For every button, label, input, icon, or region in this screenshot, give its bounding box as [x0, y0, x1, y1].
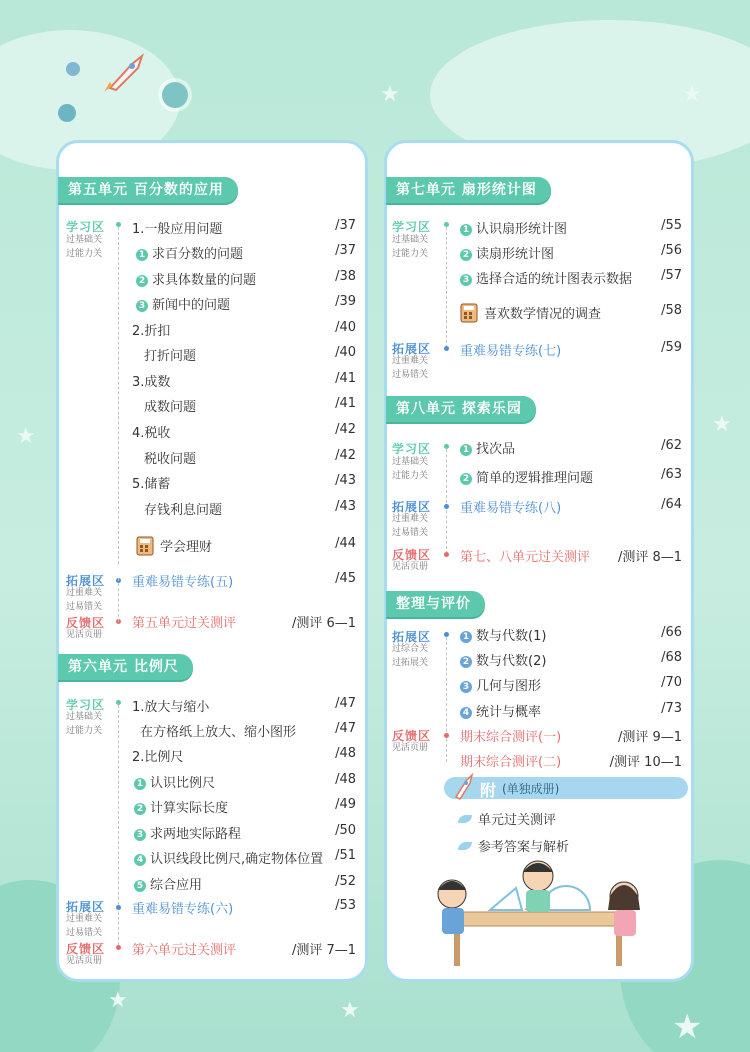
toc-entry[interactable]: [132, 473, 170, 492]
unit7-title: 第七单元 扇形统计图: [386, 177, 551, 203]
unit8-extend-link[interactable]: 重难易错专练(八): [460, 501, 562, 516]
star-icon: ★: [712, 412, 732, 437]
toc-entry[interactable]: [460, 650, 546, 669]
zone-feedback-sub: 见活页册: [66, 630, 103, 640]
star-icon: ★: [682, 82, 702, 107]
toc-entry-label: 认识比例尺: [150, 776, 216, 791]
toc-entry-label: 几何与图形: [476, 679, 542, 694]
number-badge-icon: 4: [134, 854, 146, 866]
toc-entry-label: 找次品: [476, 442, 516, 457]
toc-entry-label: 认识扇形统计图: [476, 222, 568, 237]
page-number: /73: [661, 701, 682, 716]
exam2-link[interactable]: 期末综合测评(二): [460, 755, 562, 770]
toc-entry[interactable]: [460, 625, 546, 644]
zone-dot: [116, 945, 121, 950]
page-number: /52: [335, 874, 356, 889]
toc-entry[interactable]: [132, 371, 170, 390]
zone-dot: [444, 552, 449, 557]
page-number: /51: [335, 848, 356, 863]
calculator-icon: [460, 303, 478, 323]
toc-entry[interactable]: [132, 218, 222, 237]
children-illustration: [430, 858, 660, 970]
toc-entry[interactable]: [134, 797, 228, 816]
divider-line: [118, 578, 119, 622]
toc-entry-label: 5.储蓄: [132, 477, 171, 492]
toc-entry-label: 求百分数的问题: [152, 247, 244, 262]
number-badge-icon: 1: [460, 224, 472, 236]
page-number: /70: [661, 675, 682, 690]
toc-entry-label: 认识线段比例尺,确定物体位置: [150, 852, 324, 867]
unit5-feedback-link[interactable]: 第五单元过关测评: [132, 616, 237, 631]
toc-entry-label: 成数问题: [144, 400, 197, 415]
toc-entry[interactable]: [132, 320, 170, 339]
toc-entry[interactable]: [460, 218, 567, 237]
planet-icon: [58, 104, 76, 122]
number-badge-icon: 2: [460, 473, 472, 485]
toc-entry-label: 存钱利息问题: [144, 503, 223, 518]
page-number: /56: [661, 243, 682, 258]
leaf-icon: [458, 842, 472, 850]
toc-entry[interactable]: [136, 536, 212, 556]
exam1-link[interactable]: 期末综合测评(一): [460, 730, 562, 745]
page-number: /测评 6—1: [291, 616, 356, 631]
zone-feedback-label: 反馈区: [66, 616, 106, 630]
toc-entry-label: 计算实际长度: [150, 801, 229, 816]
toc-entry-label: 4.税收: [132, 426, 171, 441]
divider-line: [118, 222, 119, 564]
toc-entry[interactable]: [460, 268, 632, 287]
number-badge-icon: 2: [136, 275, 148, 287]
toc-entry-label: 3.成数: [132, 375, 171, 390]
number-badge-icon: 1: [460, 444, 472, 456]
unit8-feedback-link[interactable]: 第七、八单元过关测评: [460, 550, 591, 565]
toc-entry[interactable]: [144, 396, 196, 415]
page-number: /55: [661, 218, 682, 233]
unit7-extend-link[interactable]: 重难易错专练(七): [460, 344, 562, 359]
page-number: /42: [335, 448, 356, 463]
appendix-title: 附: [480, 781, 497, 800]
zone-dot: [444, 632, 449, 637]
toc-entry-label: 1.放大与缩小: [132, 700, 210, 715]
rocket-icon: [450, 773, 474, 801]
zone-extend-label: 拓展区: [66, 900, 106, 914]
toc-entry[interactable]: [460, 675, 541, 694]
toc-entry-label: 简单的逻辑推理问题: [476, 471, 594, 486]
toc-entry-label: 1.一般应用问题: [132, 222, 223, 237]
toc-entry-label: 求两地实际路程: [150, 827, 242, 842]
divider-line: [446, 632, 447, 762]
zone-study-label: 学习区: [392, 442, 432, 456]
review-title: 整理与评价: [386, 591, 485, 617]
page-number: /测评 10—1: [609, 755, 682, 770]
appendix-note: (单独成册): [502, 782, 560, 796]
page-number: /37: [335, 243, 356, 258]
zone-extend-sub: 过重难关 过易错关: [392, 514, 429, 538]
zone-extend-label: 拓展区: [392, 500, 432, 514]
number-badge-icon: 1: [136, 249, 148, 261]
toc-entry[interactable]: [132, 746, 183, 765]
toc-entry-label: 学会理财: [160, 540, 213, 555]
unit8-title: 第八单元 探索乐园: [386, 396, 536, 422]
page-number: /45: [335, 571, 356, 586]
appendix-banner: [444, 777, 688, 799]
toc-entry[interactable]: [136, 269, 256, 288]
page-number: /53: [335, 898, 356, 913]
planet-icon: [66, 62, 80, 76]
page-number: /50: [335, 823, 356, 838]
page-number: /37: [335, 218, 356, 233]
toc-entry-label: 打折问题: [144, 349, 197, 364]
page-number: /49: [335, 797, 356, 812]
page-number: /44: [335, 536, 356, 551]
planet-icon: [162, 82, 188, 108]
unit6-feedback-link[interactable]: 第六单元过关测评: [132, 943, 237, 958]
toc-entry[interactable]: [134, 848, 323, 867]
page-number: /47: [335, 696, 356, 711]
zone-study-label: 学习区: [392, 220, 432, 234]
unit6-title: 第六单元 比例尺: [58, 654, 193, 680]
number-badge-icon: 2: [460, 656, 472, 668]
zone-dot: [444, 222, 449, 227]
calculator-icon: [136, 536, 154, 556]
toc-entry[interactable]: [134, 823, 241, 842]
toc-entry-label: 综合应用: [150, 878, 203, 893]
toc-entry[interactable]: [134, 874, 202, 893]
zone-study-sub: 过基础关 过能力关: [392, 235, 429, 259]
page-number: /38: [335, 269, 356, 284]
star-icon: ★: [672, 1007, 703, 1047]
toc-entry-label: 新闻中的问题: [152, 298, 231, 313]
page-number: /43: [335, 473, 356, 488]
zone-study-sub: 过基础关 过能力关: [66, 235, 103, 259]
zone-dot: [116, 700, 121, 705]
number-badge-icon: 3: [136, 300, 148, 312]
page-number: /64: [661, 497, 682, 512]
zone-study-sub: 过基础关 过能力关: [392, 457, 429, 481]
divider-line: [446, 222, 447, 348]
zone-extend-label: 拓展区: [66, 574, 106, 588]
zone-feedback-sub: 见活页册: [392, 743, 429, 753]
zone-dot: [444, 733, 449, 738]
star-icon: ★: [340, 998, 360, 1023]
toc-entry[interactable]: [460, 701, 541, 720]
toc-entry-label: 数与代数(1): [476, 629, 547, 644]
zone-extend-sub: 过重难关 过易错关: [392, 356, 429, 380]
number-badge-icon: 3: [134, 829, 146, 841]
toc-entry-label: 2.折扣: [132, 324, 171, 339]
page-number: /57: [661, 268, 682, 283]
toc-entry-label: 读扇形统计图: [476, 247, 555, 262]
appendix-item[interactable]: 单元过关测评: [458, 809, 556, 828]
zone-dot: [116, 222, 121, 227]
zone-extend-label: 拓展区: [392, 630, 432, 644]
toc-entry[interactable]: [144, 499, 222, 518]
page-number: /41: [335, 371, 356, 386]
number-badge-icon: 2: [460, 249, 472, 261]
toc-entry[interactable]: [132, 696, 209, 715]
zone-feedback-label: 反馈区: [392, 729, 432, 743]
number-badge-icon: 4: [460, 707, 472, 719]
page-number: /42: [335, 422, 356, 437]
divider-line: [446, 444, 447, 554]
star-icon: ★: [108, 988, 128, 1013]
page-number: /48: [335, 772, 356, 787]
page-number: /68: [661, 650, 682, 665]
toc-entry-label: 求具体数量的问题: [152, 273, 257, 288]
star-icon: ★: [16, 424, 36, 449]
page-number: /59: [661, 340, 682, 355]
divider-line: [118, 700, 119, 950]
zone-feedback-sub: 见活页册: [66, 956, 103, 966]
number-badge-icon: 5: [134, 880, 146, 892]
appendix-item[interactable]: 参考答案与解析: [458, 836, 569, 855]
page-number: /39: [335, 294, 356, 309]
toc-entry-label: 数与代数(2): [476, 654, 547, 669]
toc-entry-label: 2.比例尺: [132, 750, 184, 765]
zone-feedback-sub: 见活页册: [392, 562, 429, 572]
toc-entry[interactable]: [460, 303, 601, 323]
page-number: /测评 7—1: [291, 943, 356, 958]
number-badge-icon: 3: [460, 274, 472, 286]
toc-entry[interactable]: [136, 243, 243, 262]
zone-dot: [444, 504, 449, 509]
number-badge-icon: 3: [460, 681, 472, 693]
zone-study-label: 学习区: [66, 698, 106, 712]
toc-entry[interactable]: [134, 772, 215, 791]
star-icon: ★: [380, 82, 400, 107]
toc-entry[interactable]: [136, 294, 230, 313]
toc-entry-label: 税收问题: [144, 452, 197, 467]
page-number: /48: [335, 746, 356, 761]
zone-study-label: 学习区: [66, 220, 106, 234]
toc-entry-label: 统计与概率: [476, 705, 542, 720]
leaf-icon: [458, 815, 472, 823]
zone-extend-sub: 过重难关 过易错关: [66, 588, 103, 612]
number-badge-icon: 1: [134, 778, 146, 790]
page-number: /47: [335, 721, 356, 736]
toc-entry[interactable]: [132, 422, 170, 441]
toc-entry[interactable]: [460, 438, 515, 457]
zone-dot: [116, 905, 121, 910]
zone-study-sub: 过基础关 过能力关: [66, 712, 103, 736]
zone-extend-label: 拓展区: [392, 342, 432, 356]
zone-extend-sub: 过重难关 过易错关: [66, 914, 103, 938]
number-badge-icon: 1: [460, 631, 472, 643]
unit5-extend-link[interactable]: 重难易错专练(五): [132, 575, 234, 590]
page-number: /测评 9—1: [617, 730, 682, 745]
unit5-title: 第五单元 百分数的应用: [58, 177, 238, 203]
rocket-icon: [102, 50, 148, 94]
zone-feedback-label: 反馈区: [392, 548, 432, 562]
page-number: /40: [335, 320, 356, 335]
page-number: /62: [661, 438, 682, 453]
toc-entry[interactable]: [144, 345, 196, 364]
toc-entry[interactable]: [460, 243, 554, 262]
page-number: /43: [335, 499, 356, 514]
page-number: /41: [335, 396, 356, 411]
unit6-extend-link[interactable]: 重难易错专练(六): [132, 902, 234, 917]
zone-feedback-label: 反馈区: [66, 942, 106, 956]
number-badge-icon: 2: [134, 803, 146, 815]
toc-entry[interactable]: [460, 467, 593, 486]
toc-entry[interactable]: [144, 448, 196, 467]
page-number: /66: [661, 625, 682, 640]
zone-dot: [444, 346, 449, 351]
page-number: /58: [661, 303, 682, 318]
toc-entry-label: 选择合适的统计图表示数据: [476, 272, 633, 287]
toc-entry[interactable]: [140, 721, 296, 740]
page-number: /测评 8—1: [617, 550, 682, 565]
zone-dot: [444, 444, 449, 449]
page-number: /63: [661, 467, 682, 482]
zone-review-sub: 过综合关 过拓展关: [392, 644, 429, 668]
toc-entry-label: 喜欢数学情况的调查: [484, 307, 602, 322]
page-number: /40: [335, 345, 356, 360]
toc-entry-label: 在方格纸上放大、缩小图形: [140, 725, 297, 740]
